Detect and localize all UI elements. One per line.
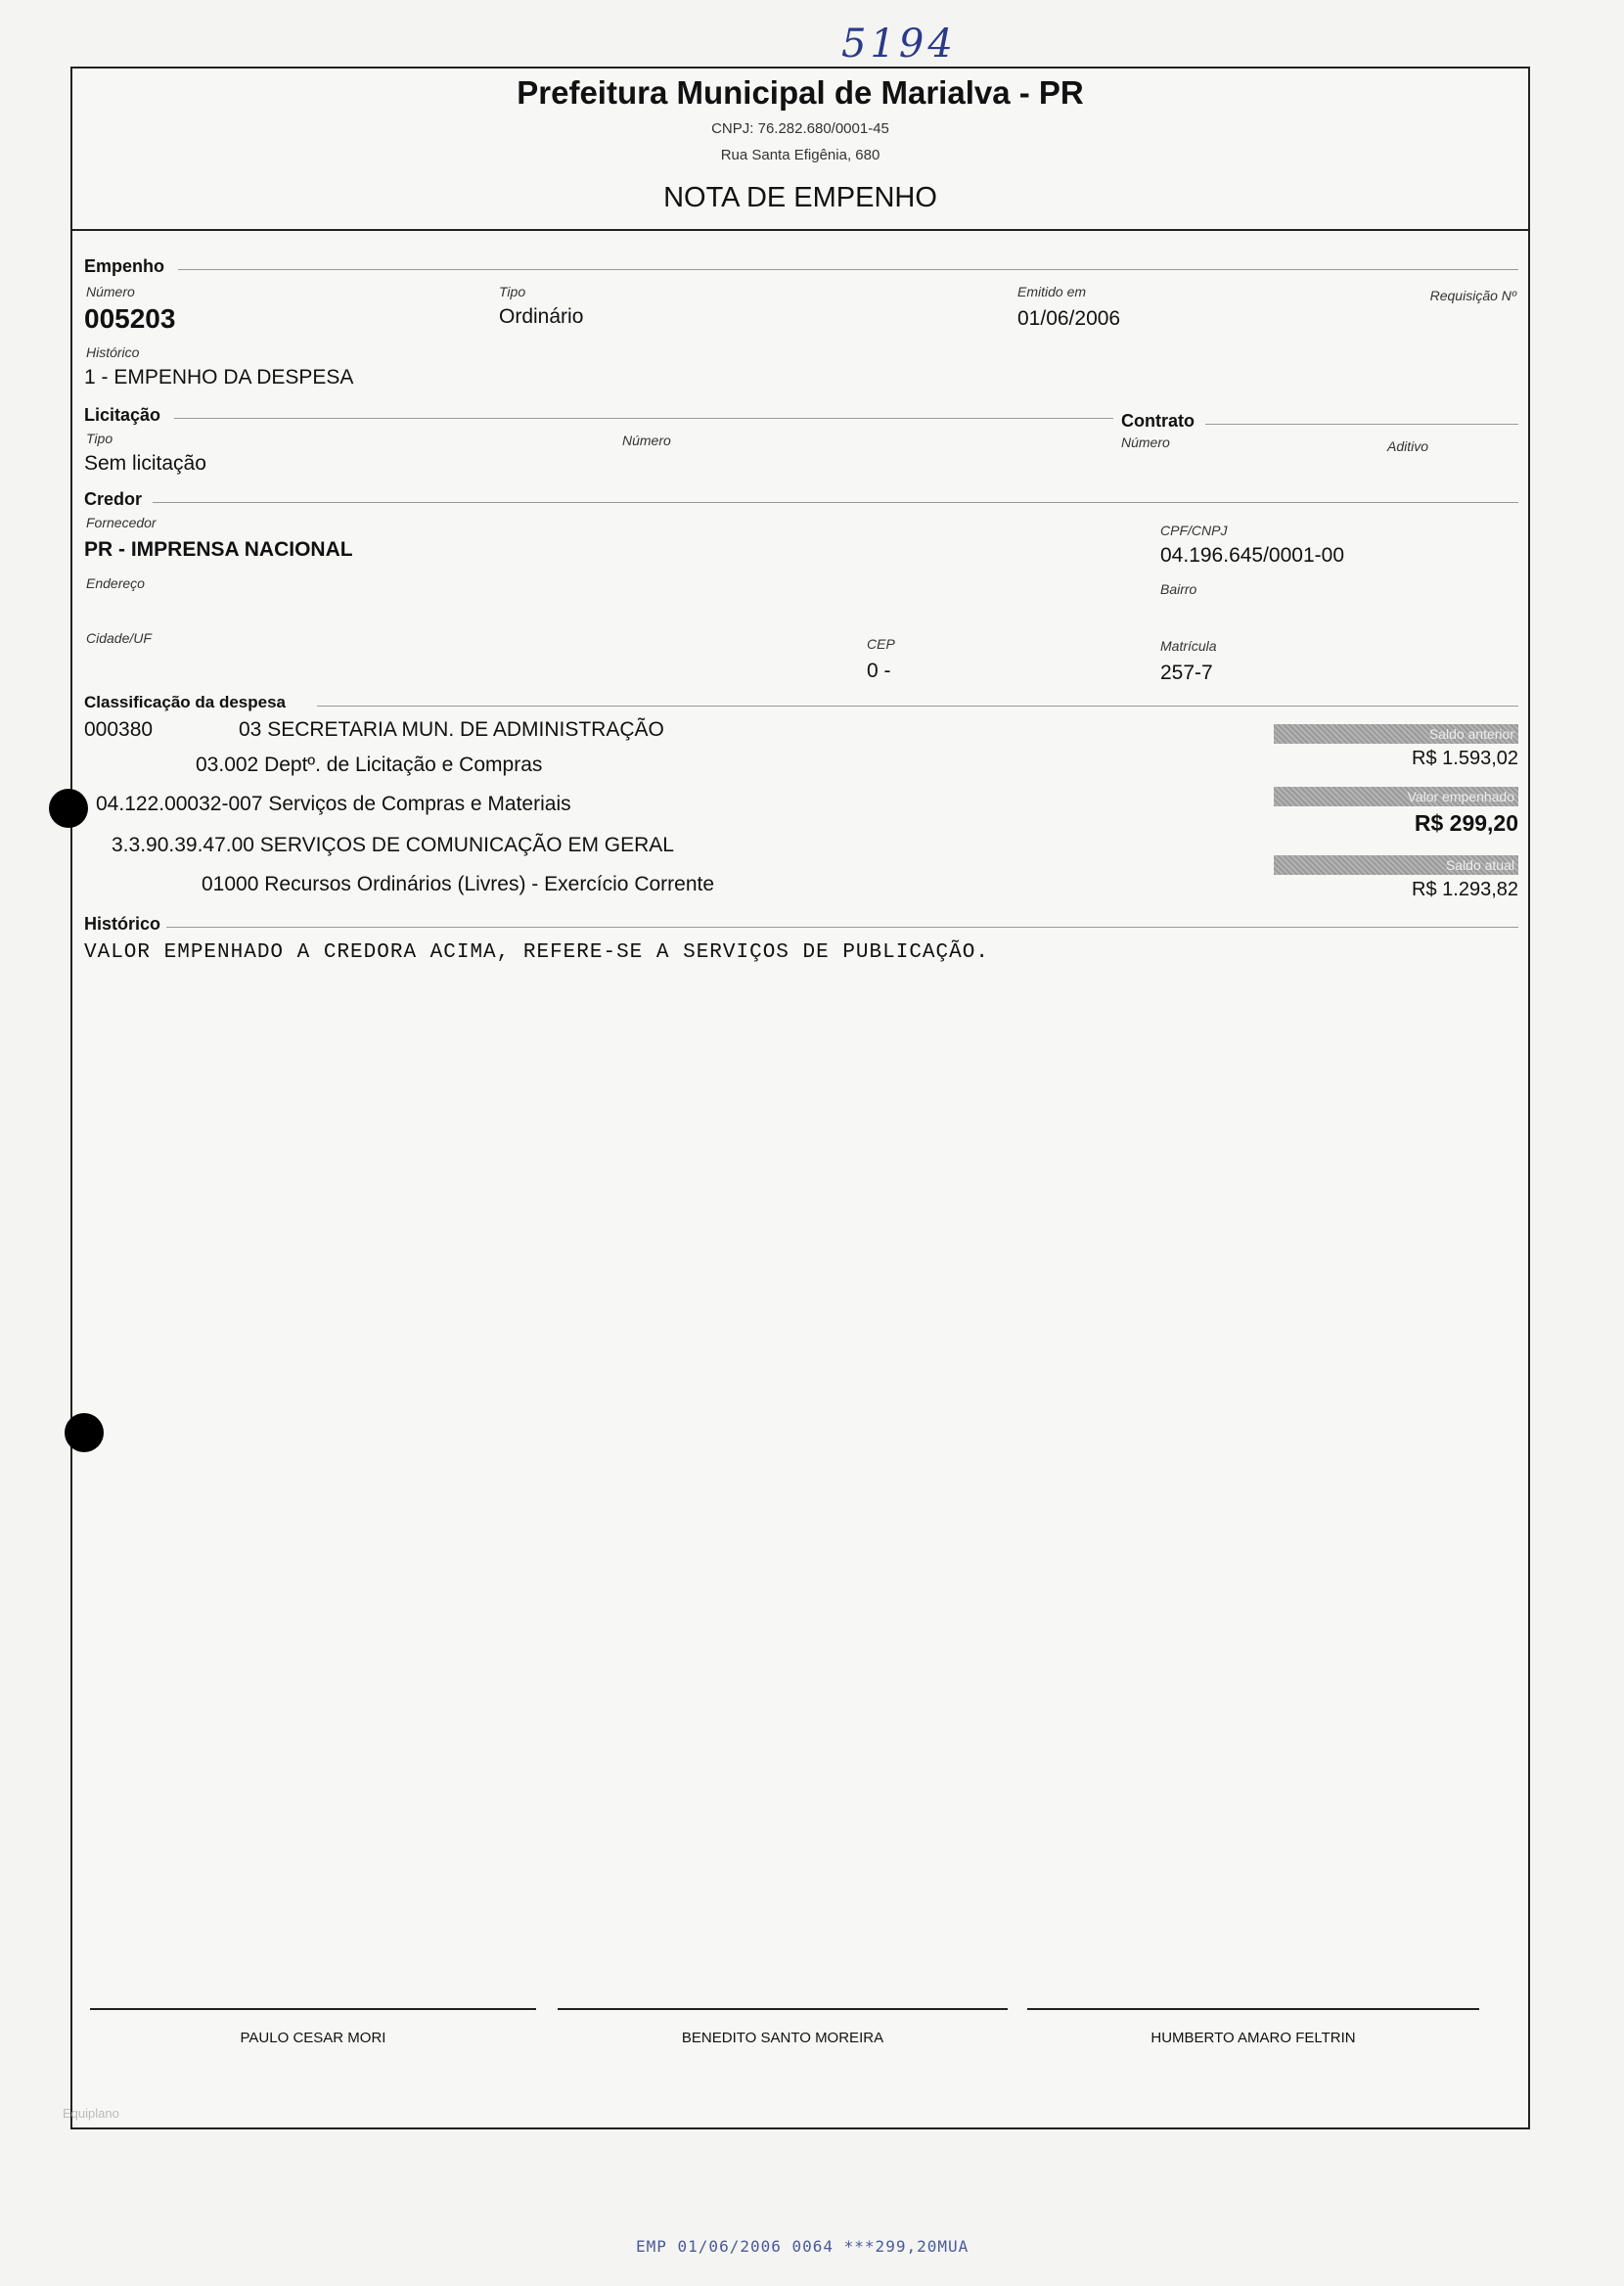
fornecedor-label: Fornecedor <box>86 515 157 530</box>
empenho-historico: 1 - EMPENHO DA DESPESA <box>84 366 354 389</box>
classificacao-section-label: Classificação da despesa <box>84 693 287 711</box>
empenho-emitido: 01/06/2006 <box>1017 307 1121 330</box>
credor-rule <box>153 502 1518 503</box>
organization-cnpj: CNPJ: 76.282.680/0001-45 <box>711 120 889 137</box>
classificacao-line-4: 04.122.00032-007 Serviços de Compras e Materiais <box>96 793 571 815</box>
saldo-atual-value: R$ 1.293,82 <box>1412 879 1518 900</box>
signature-line-3 <box>1027 2008 1479 2010</box>
classificacao-rule <box>317 706 1518 707</box>
classificacao-line-2: 03 SECRETARIA MUN. DE ADMINISTRAÇÃO <box>239 718 664 741</box>
empenho-numero-label: Número <box>86 284 135 299</box>
valor-empenhado-value: R$ 299,20 <box>1414 810 1518 836</box>
valor-empenhado-label: Valor empenhado <box>1274 787 1518 806</box>
matricula-label: Matrícula <box>1160 638 1217 654</box>
classificacao-line-5: 3.3.90.39.47.00 SERVIÇOS DE COMUNICAÇÃO EM GERAL <box>112 834 674 856</box>
cpf-cnpj-value: 04.196.645/0001-00 <box>1160 544 1345 567</box>
credor-section-label: Credor <box>84 489 143 509</box>
fornecedor-name: PR - IMPRENSA NACIONAL <box>84 538 353 561</box>
punch-hole <box>49 789 88 828</box>
empenho-rule <box>178 269 1518 270</box>
bairro-label: Bairro <box>1160 581 1197 597</box>
contrato-section-label: Contrato <box>1121 411 1195 431</box>
signature-name-1: PAULO CESAR MORI <box>240 2030 386 2046</box>
endereco-label: Endereço <box>86 575 145 591</box>
licitacao-tipo-label: Tipo <box>86 431 113 446</box>
saldo-anterior-value: R$ 1.593,02 <box>1412 748 1518 769</box>
licitacao-numero-label: Número <box>622 433 671 448</box>
signature-line-2 <box>558 2008 1008 2010</box>
document-title: NOTA DE EMPENHO <box>663 182 937 213</box>
signature-line-1 <box>90 2008 536 2010</box>
handwritten-page-number: 5194 <box>841 22 957 67</box>
saldo-anterior-label: Saldo anterior <box>1274 724 1518 744</box>
classificacao-line-1: 000380 <box>84 718 154 741</box>
licitacao-rule <box>174 418 1113 419</box>
header-divider <box>70 229 1530 231</box>
cpf-cnpj-label: CPF/CNPJ <box>1160 523 1228 538</box>
empenho-emitido-label: Emitido em <box>1017 284 1087 299</box>
contrato-aditivo-label: Aditivo <box>1387 438 1429 454</box>
punch-hole <box>65 1413 104 1452</box>
contrato-rule <box>1205 424 1518 425</box>
empenho-historico-label: Histórico <box>86 344 140 360</box>
empenho-section-label: Empenho <box>84 256 165 276</box>
organization-title: Prefeitura Municipal de Marialva - PR <box>517 74 1084 111</box>
cidade-uf-label: Cidade/UF <box>86 630 152 646</box>
licitacao-tipo: Sem licitação <box>84 452 206 475</box>
cep-label: CEP <box>867 636 895 652</box>
contrato-numero-label: Número <box>1121 434 1170 450</box>
organization-address: Rua Santa Efigênia, 680 <box>720 147 880 163</box>
empenho-tipo-label: Tipo <box>499 284 526 299</box>
bottom-stamp: EMP 01/06/2006 0064 ***299,20MUA <box>636 2237 970 2256</box>
system-footer-label: Equiplano <box>63 2106 119 2121</box>
empenho-numero: 005203 <box>84 303 176 334</box>
historico-rule <box>166 927 1518 928</box>
classificacao-line-3: 03.002 Deptº. de Licitação e Compras <box>196 754 543 776</box>
empenho-tipo: Ordinário <box>499 305 584 328</box>
historico-section-label: Histórico <box>84 914 161 934</box>
matricula-value: 257-7 <box>1160 662 1213 684</box>
signature-name-3: HUMBERTO AMARO FELTRIN <box>1150 2030 1356 2046</box>
saldo-atual-label: Saldo atual <box>1274 855 1518 875</box>
historico-text: VALOR EMPENHADO A CREDORA ACIMA, REFERE-SE A SERVIÇOS DE PUBLICAÇÃO. <box>84 941 989 964</box>
classificacao-line-6: 01000 Recursos Ordinários (Livres) - Exercício Corrente <box>202 873 715 895</box>
requisicao-label: Requisição Nº <box>1429 288 1516 303</box>
cep-value: 0 - <box>867 660 891 682</box>
licitacao-section-label: Licitação <box>84 405 161 425</box>
signature-name-2: BENEDITO SANTO MOREIRA <box>681 2030 884 2046</box>
